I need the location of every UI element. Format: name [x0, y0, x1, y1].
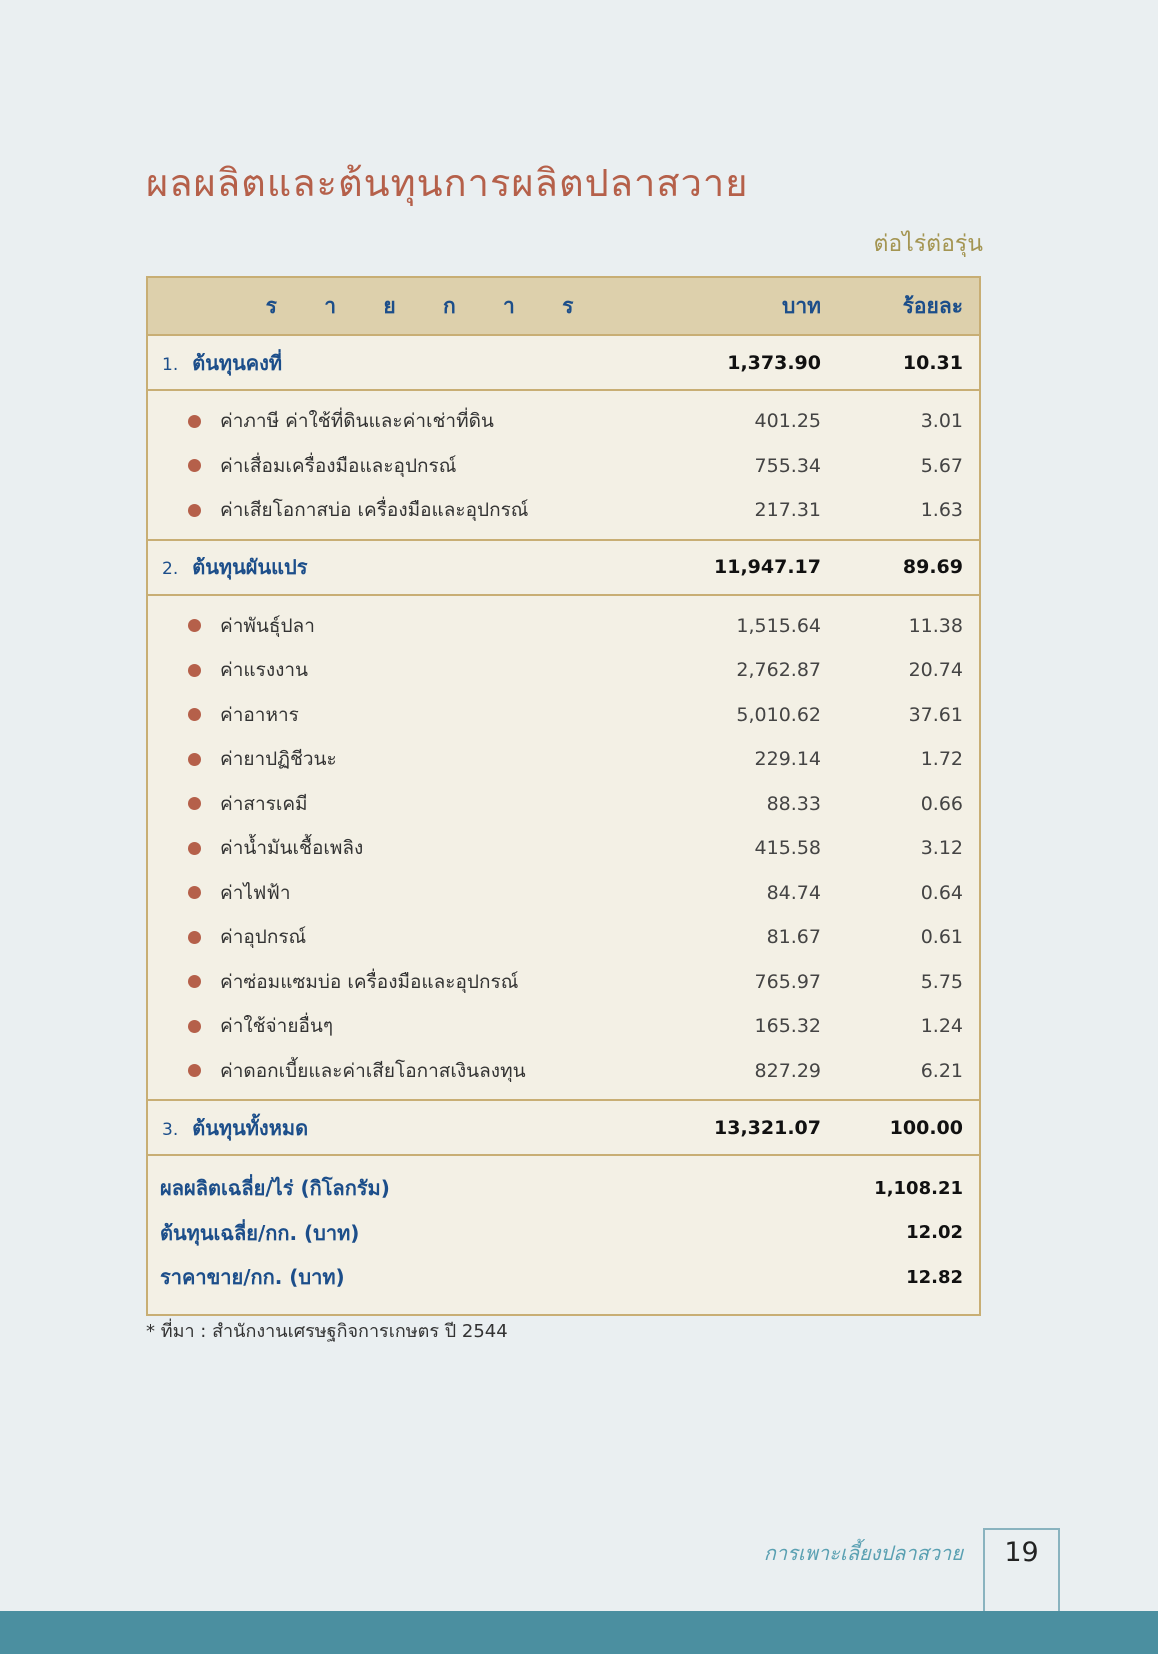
- table-unit-caption: ต่อไร่ต่อรุ่น: [873, 231, 983, 257]
- item-baht: 84.74: [766, 881, 821, 904]
- summary-row: [148, 1211, 979, 1256]
- total-percent: 100.00: [889, 1116, 963, 1139]
- table-row: [148, 871, 979, 916]
- item-baht: 1,515.64: [736, 614, 821, 637]
- item-baht: 5,010.62: [736, 703, 821, 726]
- header-baht: บาท: [782, 293, 821, 318]
- total-baht: 13,321.07: [714, 1116, 821, 1139]
- header-percent: ร้อยละ: [902, 293, 963, 318]
- item-label: ค่าภาษี ค่าใช้ที่ดินและค่าเช่าที่ดิน: [220, 410, 494, 433]
- summary-label: ผลผลิตเฉลี่ย/ไร่ (กิโลกรัม): [160, 1176, 390, 1201]
- section-baht: 11,947.17: [714, 556, 821, 578]
- item-label: ค่าน้ำมันเชื้อเพลิง: [220, 837, 364, 860]
- item-percent: 0.64: [920, 881, 963, 904]
- item-label: ค่าพันธุ์ปลา: [220, 614, 315, 637]
- summary-label: ราคาขาย/กก. (บาท): [160, 1265, 345, 1290]
- item-baht: 229.14: [754, 748, 821, 771]
- item-label: ค่าแรงงาน: [220, 659, 309, 682]
- item-label: ค่าอาหาร: [220, 703, 299, 726]
- summary-row: [148, 1255, 979, 1300]
- item-percent: 0.66: [920, 792, 963, 815]
- section-baht: 1,373.90: [727, 351, 821, 374]
- item-percent: 1.72: [920, 748, 963, 771]
- section-number: 1.: [162, 354, 179, 375]
- item-baht: 217.31: [754, 499, 821, 522]
- total-label: ต้นทุนทั้งหมด: [192, 1115, 309, 1140]
- cost-table: [146, 276, 981, 1316]
- section-percent: 10.31: [902, 351, 963, 374]
- summary-label: ต้นทุนเฉลี่ย/กก. (บาท): [160, 1220, 360, 1245]
- item-percent: 37.61: [908, 703, 963, 726]
- table-row: [148, 1049, 979, 1094]
- table-row: [148, 915, 979, 960]
- item-baht: 765.97: [754, 970, 821, 993]
- item-baht: 2,762.87: [736, 659, 821, 682]
- item-label: ค่าซ่อมแซมบ่อ เครื่องมือและอุปกรณ์: [220, 970, 519, 993]
- table-row: [148, 693, 979, 738]
- summary-value: 1,108.21: [874, 1177, 963, 1199]
- item-percent: 3.01: [920, 410, 963, 433]
- section-label: ต้นทุนคงที่: [192, 350, 283, 375]
- page-number: 19: [983, 1528, 1060, 1612]
- section-items: [148, 391, 979, 541]
- bullet-icon: [188, 975, 201, 988]
- item-label: ค่ายาปฏิชีวนะ: [220, 748, 337, 771]
- bullet-icon: [188, 504, 201, 517]
- section-row: [148, 336, 979, 391]
- item-label: ค่าดอกเบี้ยและค่าเสียโอกาสเงินลงทุน: [220, 1059, 526, 1082]
- item-percent: 3.12: [920, 837, 963, 860]
- table-row: [148, 444, 979, 489]
- bottom-bar: [0, 1611, 1158, 1654]
- source-note: * ที่มา : สำนักงานเศรษฐกิจการเกษตร ปี 2544: [146, 1321, 508, 1342]
- item-label: ค่าสารเคมี: [220, 792, 308, 815]
- section-number: 3.: [162, 1119, 179, 1140]
- book-title: การเพาะเลี้ยงปลาสวาย: [763, 1541, 963, 1565]
- summary-value: 12.02: [906, 1222, 963, 1244]
- table-row: [148, 488, 979, 533]
- total-row: [148, 1101, 979, 1156]
- item-label: ค่าอุปกรณ์: [220, 926, 307, 949]
- summary-row: [148, 1166, 979, 1211]
- table-row: [148, 960, 979, 1005]
- item-percent: 6.21: [920, 1059, 963, 1082]
- item-percent: 0.61: [920, 926, 963, 949]
- bullet-icon: [188, 753, 201, 766]
- item-percent: 20.74: [908, 659, 963, 682]
- table-row: [148, 1004, 979, 1049]
- section-percent: 89.69: [902, 556, 963, 578]
- item-label: ค่าไฟฟ้า: [220, 881, 291, 904]
- item-baht: 827.29: [754, 1059, 821, 1082]
- bullet-icon: [188, 415, 201, 428]
- item-baht: 88.33: [766, 792, 821, 815]
- section-label: ต้นทุนผันแปร: [192, 555, 308, 579]
- bullet-icon: [188, 1064, 201, 1077]
- bullet-icon: [188, 708, 201, 721]
- table-row: [148, 826, 979, 871]
- section-items: [148, 596, 979, 1102]
- item-baht: 165.32: [754, 1015, 821, 1038]
- item-percent: 5.75: [920, 970, 963, 993]
- bullet-icon: [188, 797, 201, 810]
- section-row: [148, 541, 979, 596]
- table-row: [148, 782, 979, 827]
- page-title: ผลผลิตและต้นทุนการผลิตปลาสวาย: [146, 161, 749, 205]
- bullet-icon: [188, 931, 201, 944]
- item-percent: 1.24: [920, 1015, 963, 1038]
- table-row: [148, 399, 979, 444]
- bullet-icon: [188, 1020, 201, 1033]
- table-row: [148, 604, 979, 649]
- item-percent: 11.38: [908, 614, 963, 637]
- summary-block: [148, 1156, 979, 1314]
- table-header: [148, 278, 979, 336]
- item-label: ค่าเสียโอกาสบ่อ เครื่องมือและอุปกรณ์: [220, 499, 529, 522]
- summary-value: 12.82: [906, 1266, 963, 1288]
- item-percent: 1.63: [920, 499, 963, 522]
- header-item: ร า ย ก า ร: [265, 293, 594, 318]
- table-row: [148, 648, 979, 693]
- item-label: ค่าเสื่อมเครื่องมือและอุปกรณ์: [220, 454, 457, 477]
- section-number: 2.: [162, 559, 179, 579]
- item-percent: 5.67: [920, 454, 963, 477]
- item-baht: 401.25: [754, 410, 821, 433]
- table-row: [148, 737, 979, 782]
- bullet-icon: [188, 459, 201, 472]
- bullet-icon: [188, 664, 201, 677]
- item-baht: 81.67: [766, 926, 821, 949]
- item-baht: 755.34: [754, 454, 821, 477]
- item-baht: 415.58: [754, 837, 821, 860]
- bullet-icon: [188, 842, 201, 855]
- bullet-icon: [188, 886, 201, 899]
- item-label: ค่าใช้จ่ายอื่นๆ: [220, 1015, 334, 1038]
- bullet-icon: [188, 619, 201, 632]
